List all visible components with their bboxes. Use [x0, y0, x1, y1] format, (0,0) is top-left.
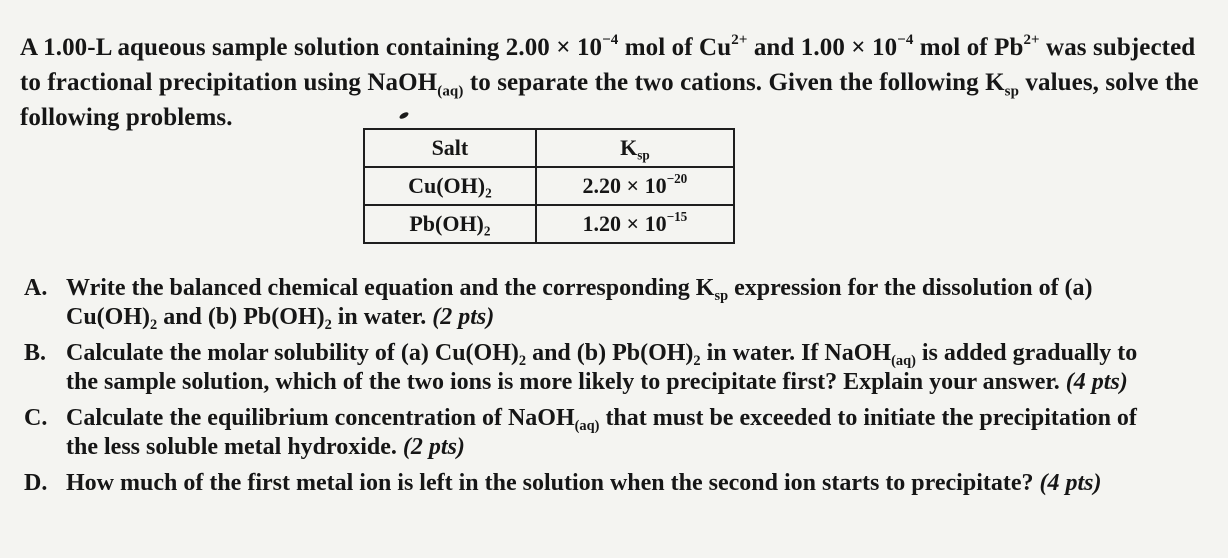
question-text: Write the balanced chemical equation and the corresponding K: [66, 275, 715, 301]
header-ksp-label: K: [620, 135, 638, 160]
question-letter: D.: [24, 470, 48, 496]
question-letter: C.: [24, 405, 48, 431]
question-line: [66, 404, 1214, 433]
intro-text: was subjected: [1039, 34, 1196, 61]
formula-subscript: 2: [518, 353, 527, 370]
ksp-subscript: sp: [1004, 83, 1020, 100]
question-letter: B.: [24, 340, 47, 366]
formula-subscript: 2: [324, 317, 332, 334]
question-list: [24, 274, 1214, 505]
intro-text: and 1.00 × 10: [747, 34, 898, 61]
question-line: [66, 368, 1214, 397]
question-text: Calculate the molar solubility of (a) Cu(OH): [66, 340, 519, 366]
exponent: −4: [897, 31, 914, 48]
salt-cell: [364, 205, 536, 243]
question-a: [24, 274, 1214, 332]
question-c: [24, 404, 1214, 462]
question-line: [66, 469, 1214, 498]
question-b: [24, 339, 1214, 397]
ion-charge: 2+: [1023, 31, 1040, 48]
intro-line-3: following problems.: [20, 104, 233, 131]
intro-text: values, solve the: [1019, 69, 1199, 96]
question-text: expression for the dissolution of (a): [728, 275, 1093, 301]
exponent: −20: [666, 171, 688, 187]
points-label: (2 pts): [402, 434, 465, 460]
intro-text: mol of Cu: [618, 34, 732, 61]
salt-formula: Pb(OH): [409, 211, 484, 236]
question-text: Cu(OH): [66, 304, 150, 330]
header-salt: Salt: [364, 129, 536, 167]
header-ksp: [536, 129, 734, 167]
question-text: that must be exceeded to initiate the precipitation of: [599, 405, 1137, 431]
ion-charge: 2+: [731, 31, 748, 48]
exponent: −15: [666, 209, 688, 225]
question-letter: A.: [24, 275, 48, 301]
ksp-value: 2.20 × 10: [582, 173, 667, 198]
ksp-cell: [536, 167, 734, 205]
ksp-table: [363, 128, 735, 244]
ksp-cell: [536, 205, 734, 243]
exponent: −4: [602, 31, 619, 48]
question-text: the less soluble metal hydroxide.: [66, 434, 403, 460]
intro-text: to fractional precipitation using NaOH: [20, 69, 438, 96]
question-text: How much of the first metal ion is left in the solution when the second ion starts to precipitate?: [66, 470, 1040, 496]
question-text: and (b) Pb(OH): [157, 304, 325, 330]
intro-text: to separate the two cations. Given the following K: [463, 69, 1005, 96]
question-text: in water. If NaOH: [700, 340, 892, 366]
intro-line-1: [20, 30, 1215, 65]
salt-formula: Cu(OH): [408, 173, 486, 198]
question-d: [24, 469, 1214, 498]
question-line: [66, 274, 1214, 303]
table-row: [364, 167, 734, 205]
question-text: in water.: [331, 304, 433, 330]
points-label: (4 pts): [1039, 470, 1102, 496]
question-text: Calculate the equilibrium concentration of NaOH: [66, 405, 575, 431]
state-subscript: (aq): [891, 353, 916, 370]
ksp-subscript: sp: [714, 288, 729, 305]
intro-text: mol of Pb: [913, 34, 1024, 61]
question-line: [66, 339, 1214, 368]
question-text: the sample solution, which of the two ions is more likely to precipitate first? Explain your answer.: [66, 369, 1066, 395]
salt-cell: [364, 167, 536, 205]
question-text: and (b) Pb(OH): [526, 340, 694, 366]
intro-text: A 1.00-L aqueous sample solution containing 2.00 × 10: [20, 34, 603, 61]
ksp-value: 1.20 × 10: [582, 211, 667, 236]
intro-line-2: [20, 65, 1215, 100]
question-line: [66, 303, 1214, 332]
formula-subscript: 2: [693, 353, 701, 370]
state-subscript: (aq): [574, 418, 600, 435]
ksp-subscript: sp: [637, 147, 650, 163]
question-text: is added gradually to: [915, 340, 1138, 366]
formula-subscript: 2: [485, 185, 492, 201]
table-header-row: [364, 129, 734, 167]
problem-intro: [20, 30, 1215, 135]
question-line: [66, 433, 1214, 462]
points-label: (2 pts): [432, 304, 495, 330]
points-label: (4 pts): [1065, 369, 1128, 395]
state-subscript: (aq): [437, 83, 464, 100]
table-row: [364, 205, 734, 243]
formula-subscript: 2: [150, 317, 158, 334]
formula-subscript: 2: [483, 223, 491, 239]
